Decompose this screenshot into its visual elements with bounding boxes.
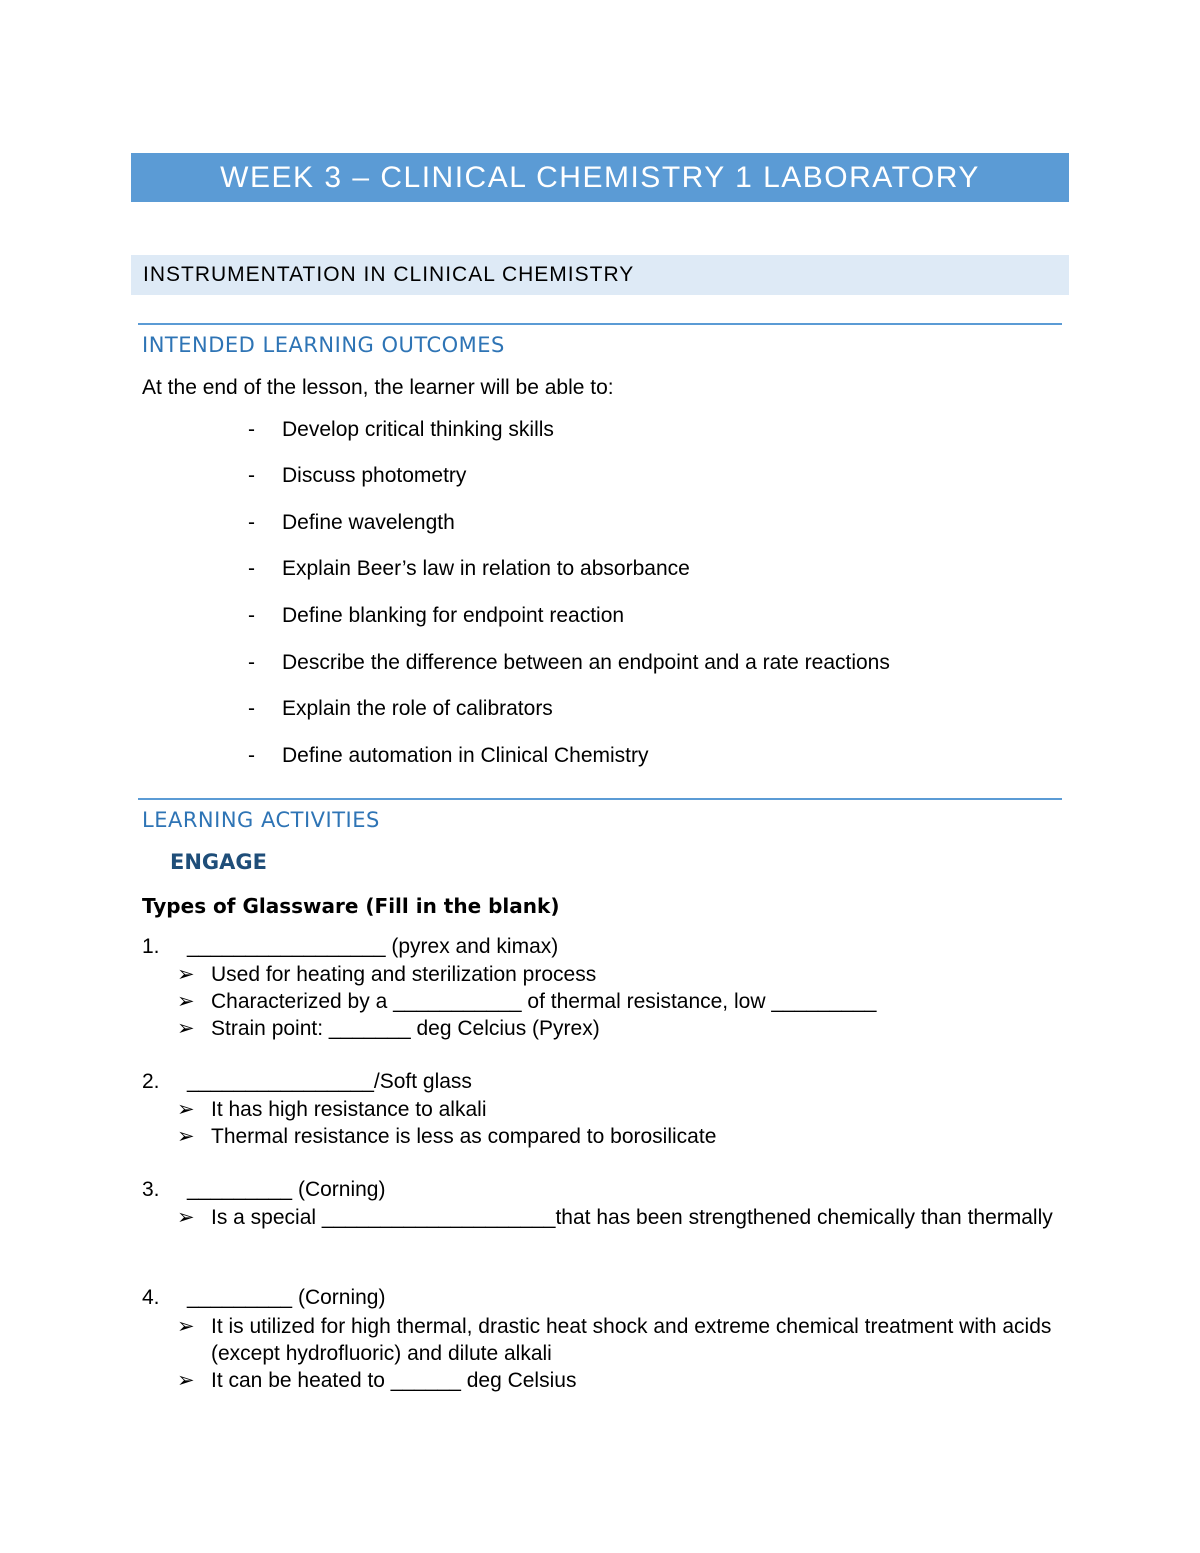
section-divider — [138, 323, 1062, 325]
outcome-text: Explain the role of calibrators — [282, 697, 553, 720]
activities-heading: LEARNING ACTIVITIES — [142, 808, 380, 832]
outcomes-intro: At the end of the lesson, the learner will be able to: — [142, 376, 614, 399]
section-divider — [138, 798, 1062, 800]
outcome-item — [248, 418, 554, 442]
bullet-text: It has high resistance to alkali — [211, 1098, 487, 1121]
bullet-item — [177, 988, 1057, 1015]
arrow-bullet-icon: ➢ — [177, 990, 195, 1013]
question-item — [142, 1070, 472, 1094]
outcome-item — [248, 511, 455, 535]
outcome-item — [248, 697, 553, 721]
arrow-bullet-icon: ➢ — [177, 1369, 195, 1392]
question-number: 2. — [142, 1070, 160, 1093]
outcome-text: Define automation in Clinical Chemistry — [282, 744, 649, 767]
outcome-text: Describe the difference between an endpoint and a rate reactions — [282, 651, 890, 674]
bullet-item — [177, 1204, 1057, 1231]
outcome-item — [248, 557, 690, 581]
arrow-bullet-icon: ➢ — [177, 963, 195, 986]
dash-marker: - — [248, 604, 255, 627]
question-text: _________ (Corning) — [187, 1286, 386, 1309]
question-item — [142, 1178, 385, 1202]
bullet-text: It is utilized for high thermal, drastic heat shock and extreme chemical treatment with acids (except hydrofluoric) and dilute alkali — [211, 1315, 1052, 1365]
dash-marker: - — [248, 744, 255, 767]
bullet-item — [177, 1015, 1057, 1042]
question-text: ________________/Soft glass — [187, 1070, 472, 1093]
dash-marker: - — [248, 464, 255, 487]
page-subtitle: INSTRUMENTATION IN CLINICAL CHEMISTRY — [131, 255, 1069, 295]
bullet-text: Used for heating and sterilization process — [211, 963, 597, 986]
bullet-text: Thermal resistance is less as compared to borosilicate — [211, 1125, 717, 1148]
question-text: _________ (Corning) — [187, 1178, 386, 1201]
outcome-text: Explain Beer’s law in relation to absorbance — [282, 557, 690, 580]
dash-marker: - — [248, 511, 255, 534]
question-number: 1. — [142, 935, 160, 958]
bullet-text: Is a special ____________________that has been strengthened chemically than thermally — [211, 1206, 1053, 1229]
bullet-text: Strain point: _______ deg Celcius (Pyrex) — [211, 1017, 600, 1040]
outcome-item — [248, 744, 649, 768]
page-title: WEEK 3 – CLINICAL CHEMISTRY 1 LABORATORY — [131, 153, 1069, 202]
question-number: 4. — [142, 1286, 160, 1309]
bullet-item — [177, 1313, 1057, 1367]
outcome-item — [248, 604, 624, 628]
bullet-item — [177, 1367, 1057, 1394]
arrow-bullet-icon: ➢ — [177, 1206, 195, 1229]
dash-marker: - — [248, 697, 255, 720]
outcome-text: Develop critical thinking skills — [282, 418, 554, 441]
question-item — [142, 1286, 385, 1310]
outcome-item — [248, 464, 466, 488]
engage-heading: ENGAGE — [170, 850, 267, 874]
outcome-text: Define wavelength — [282, 511, 455, 534]
bullet-text: Characterized by a ___________ of thermal resistance, low _________ — [211, 990, 877, 1013]
outcome-text: Define blanking for endpoint reaction — [282, 604, 625, 627]
bullet-item — [177, 1096, 1057, 1123]
outcome-item — [248, 651, 890, 675]
question-text: _________________ (pyrex and kimax) — [187, 935, 559, 958]
arrow-bullet-icon: ➢ — [177, 1098, 195, 1121]
outcomes-heading: INTENDED LEARNING OUTCOMES — [142, 333, 505, 357]
bullet-text: It can be heated to ______ deg Celsius — [211, 1369, 577, 1392]
dash-marker: - — [248, 418, 255, 441]
dash-marker: - — [248, 557, 255, 580]
arrow-bullet-icon: ➢ — [177, 1017, 195, 1040]
arrow-bullet-icon: ➢ — [177, 1315, 195, 1338]
dash-marker: - — [248, 651, 255, 674]
arrow-bullet-icon: ➢ — [177, 1125, 195, 1148]
outcome-text: Discuss photometry — [282, 464, 467, 487]
question-item — [142, 935, 558, 959]
bullet-item — [177, 1123, 1057, 1150]
question-number: 3. — [142, 1178, 160, 1201]
glassware-heading: Types of Glassware (Fill in the blank) — [142, 894, 560, 918]
bullet-item — [177, 961, 1057, 988]
